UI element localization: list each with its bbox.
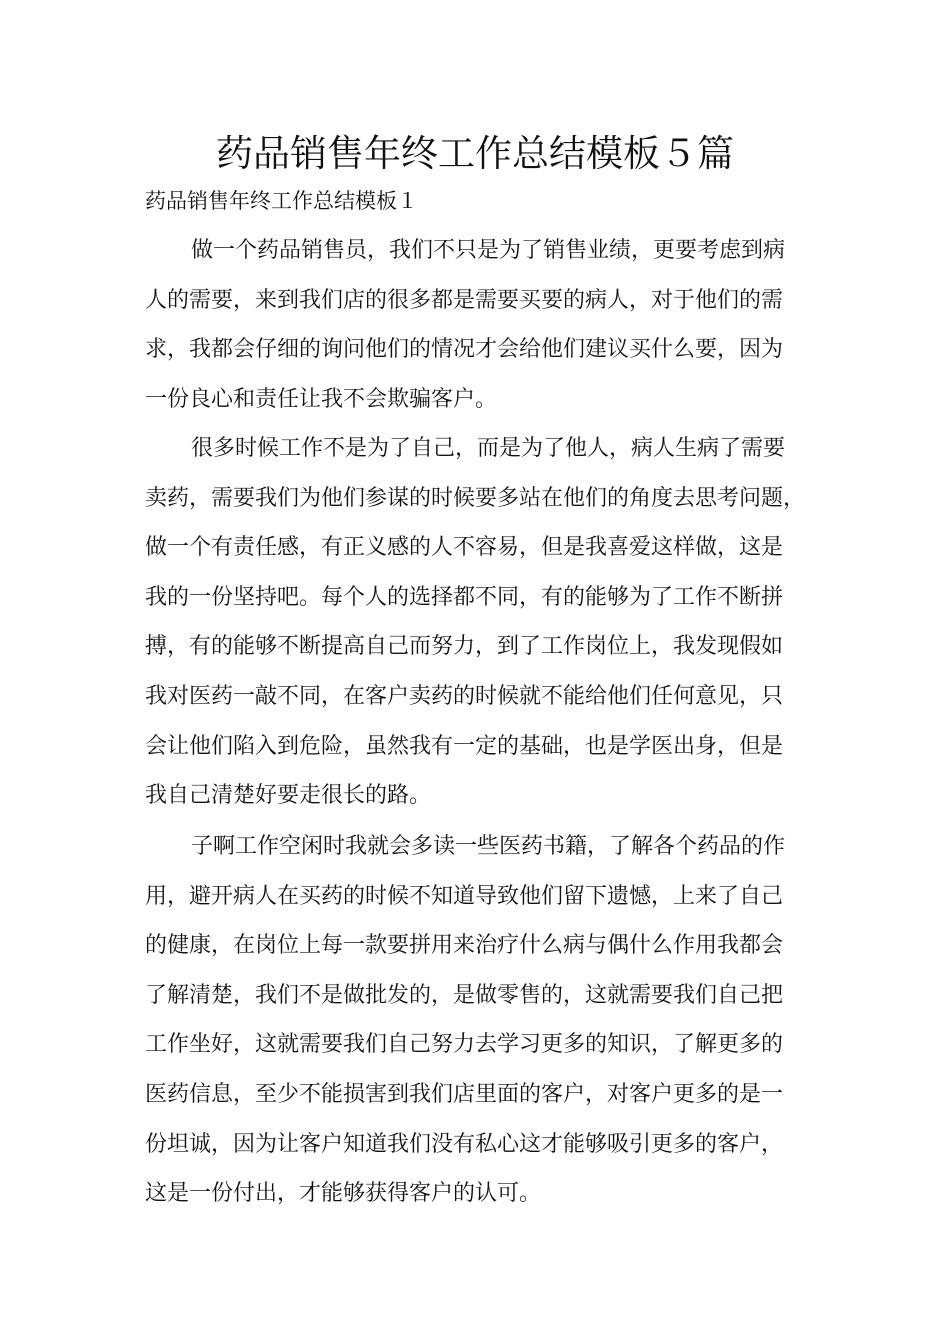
paragraph-line: 我自己清楚好要走很长的路。: [145, 783, 432, 809]
paragraph-3: [145, 822, 825, 1219]
paragraph-line: 一份良心和责任让我不会欺骗客户。: [145, 386, 498, 412]
paragraph-line: 工作坐好，这就需要我们自己努力去学习更多的知识，了解更多的: [145, 1032, 784, 1058]
paragraph-line: 搏，有的能够不断提高自己而努力，到了工作岗位上，我发现假如: [145, 634, 784, 660]
paragraph-line: 这是一份付出，才能够获得客户的认可。: [145, 1181, 542, 1207]
paragraph-line: 做一个药品销售员，我们不只是为了销售业绩，更要考虑到病: [191, 238, 786, 263]
paragraph-line: 用，避开病人在买药的时候不知道导致他们留下遗憾，上来了自己: [145, 883, 784, 909]
paragraph-2: [145, 424, 825, 821]
paragraph-line: 求，我都会仔细的询问他们的情况才会给他们建议买什么要，因为: [145, 337, 784, 363]
document-title: 药品销售年终工作总结模板５篇: [216, 132, 734, 175]
paragraph-line: 我对医药一敲不同，在客户卖药的时候就不能给他们任何意见，只: [145, 683, 784, 709]
paragraph-line: 会让他们陷入到危险，虽然我有一定的基础，也是学医出身，但是: [145, 733, 784, 759]
paragraph-line: 很多时候工作不是为了自己，而是为了他人，病人生病了需要: [191, 436, 786, 461]
paragraph-line: 份坦诚，因为让客户知道我们没有私心这才能够吸引更多的客户，: [145, 1131, 784, 1157]
paragraph-line: 医药信息，至少不能损害到我们店里面的客户，对客户更多的是一: [145, 1081, 784, 1107]
paragraph-line: 了解清楚，我们不是做批发的，是做零售的，这就需要我们自己把: [145, 982, 784, 1008]
paragraph-line: 我的一份坚持吧。每个人的选择都不同，有的能够为了工作不断拼: [145, 584, 784, 610]
paragraph-line: 子啊工作空闲时我就会多读一些医药书籍，了解各个药品的作: [191, 834, 786, 859]
paragraph-1: [145, 226, 825, 424]
paragraph-line: 的健康，在岗位上每一款要拼用来治疗什么病与偶什么作用我都会: [145, 933, 784, 959]
paragraph-line: 人的需要，来到我们店的很多都是需要买要的病人，对于他们的需: [145, 287, 784, 313]
paragraph-line: 做一个有责任感，有正义感的人不容易，但是我喜爱这样做，这是: [145, 535, 784, 561]
paragraph-line: 卖药，需要我们为他们参谋的时候要多站在他们的角度去思考问题，: [145, 485, 806, 511]
section-title: 药品销售年终工作总结模板１: [145, 189, 418, 213]
